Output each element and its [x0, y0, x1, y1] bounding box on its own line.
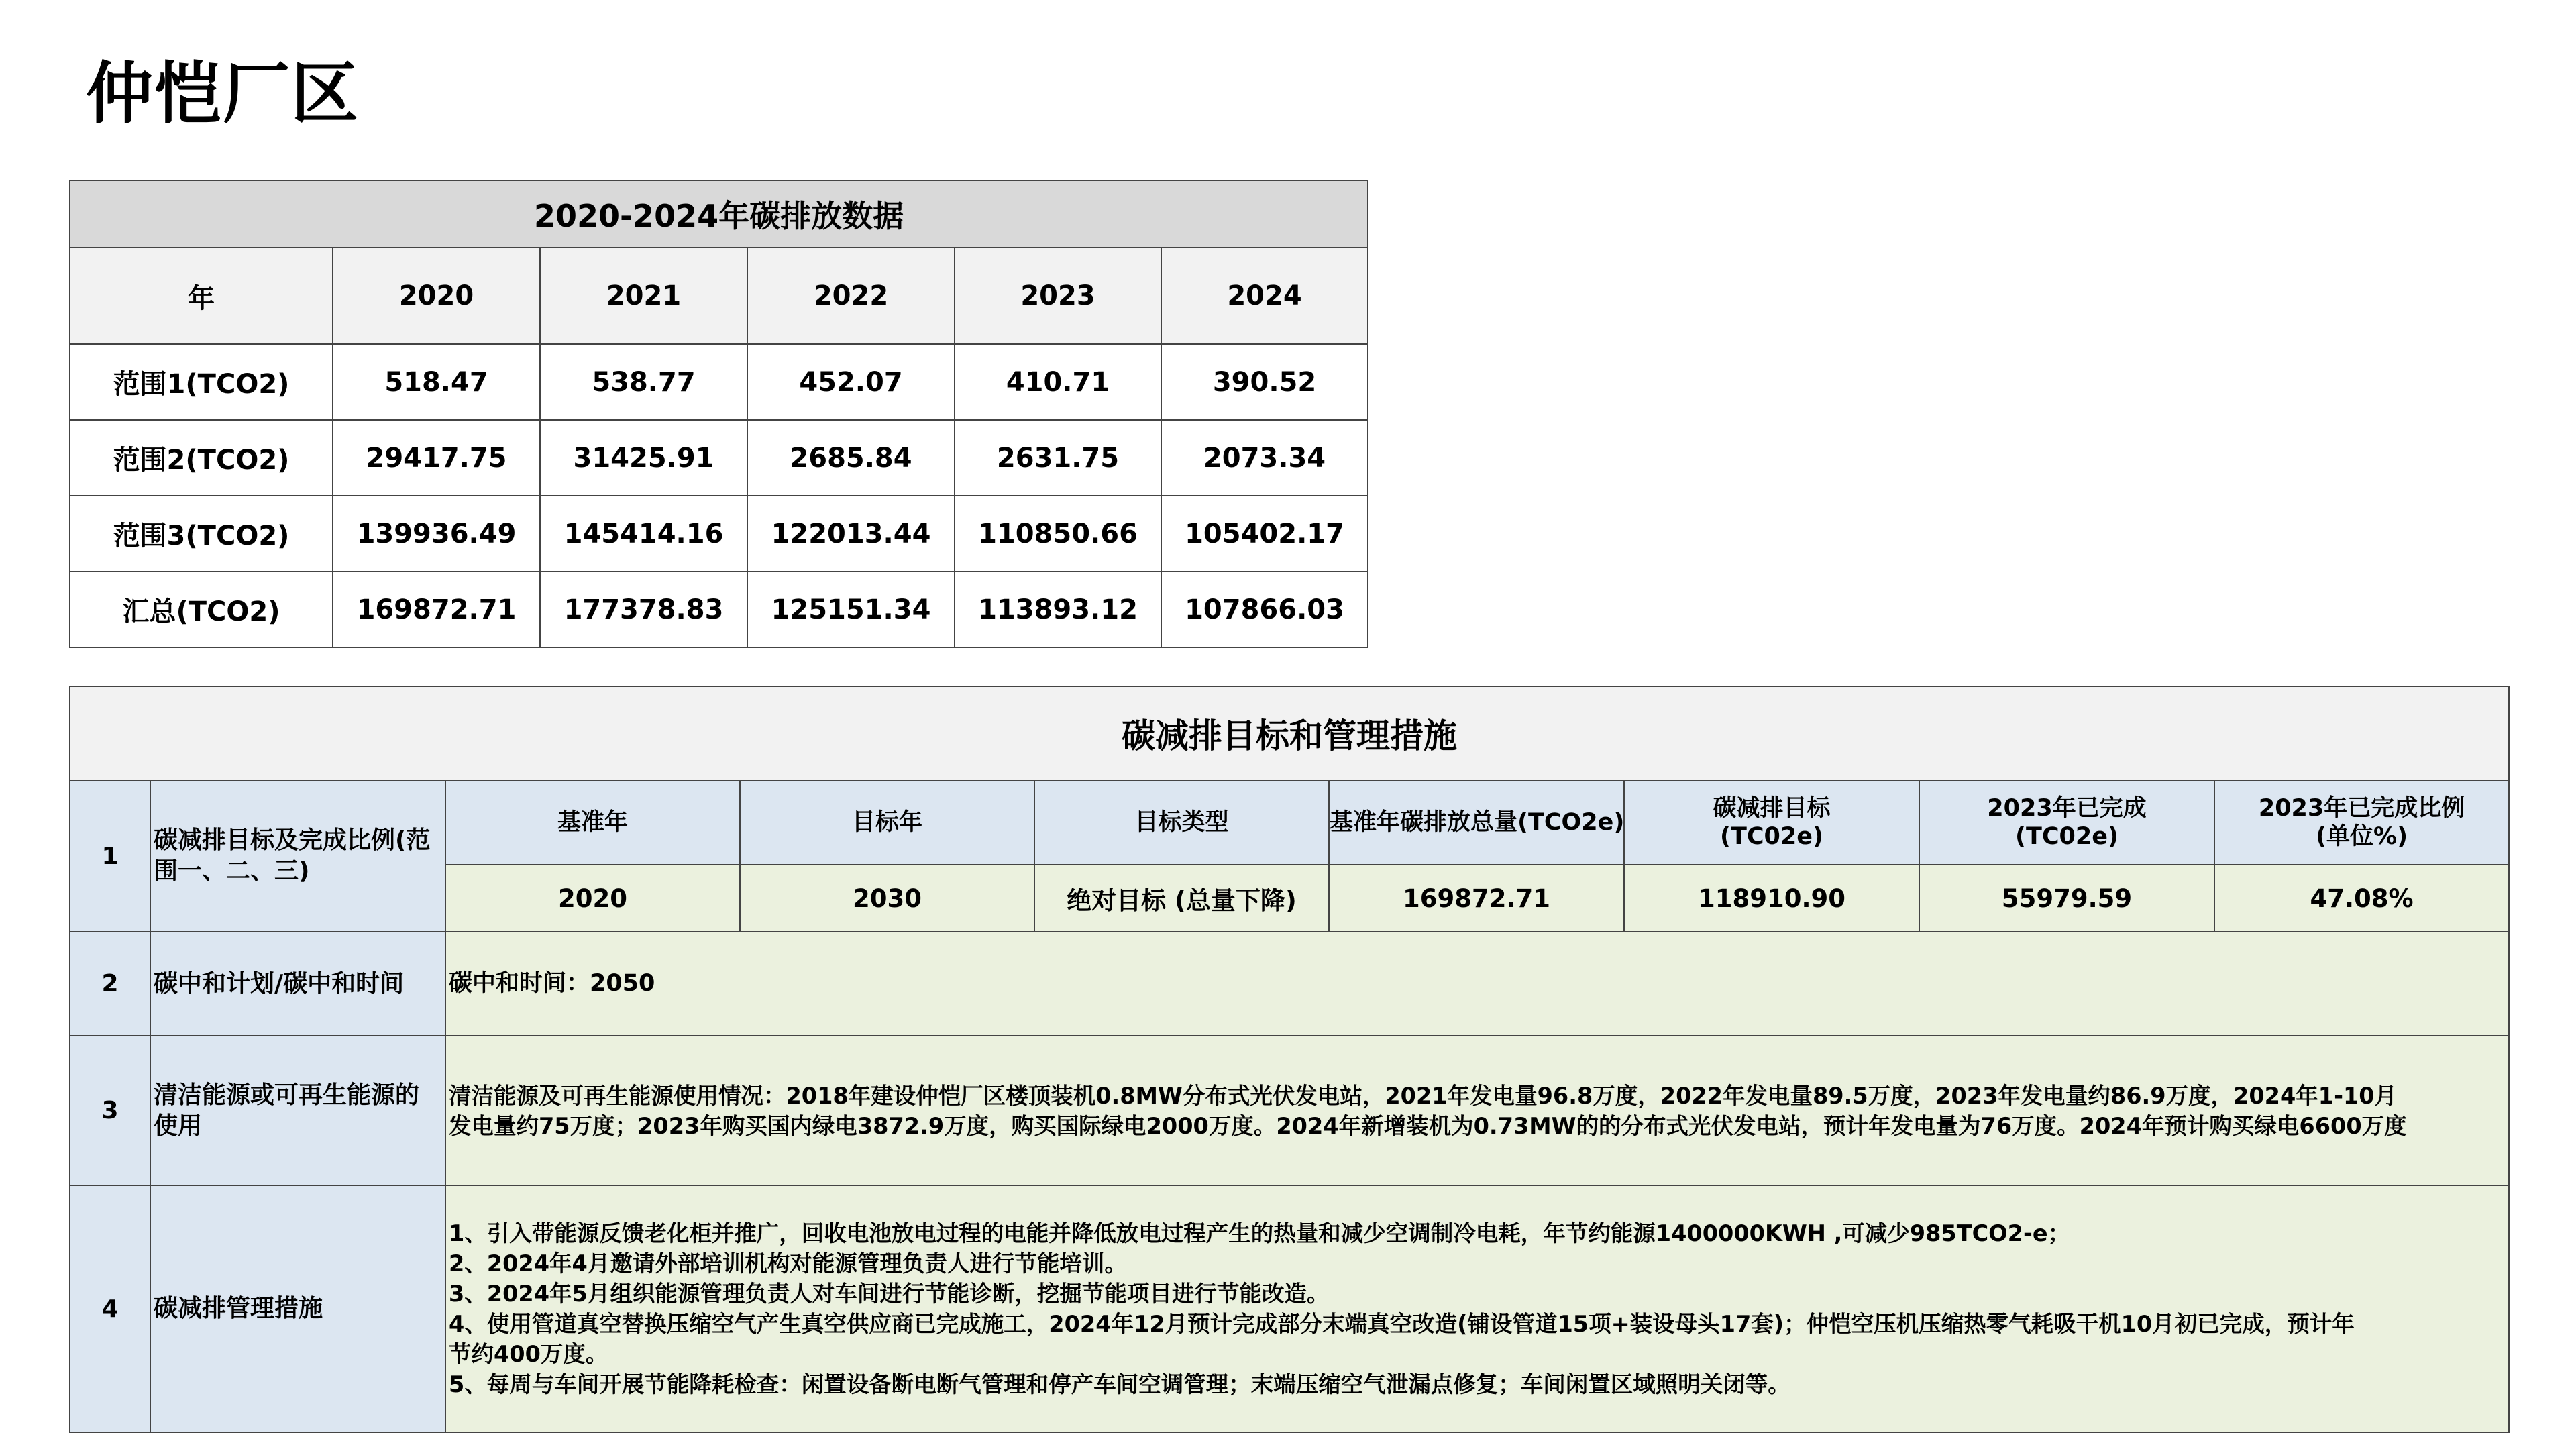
emissions-header-row — [70, 248, 1368, 344]
header-line: 目标年 — [851, 809, 922, 836]
row-label: 碳中和计划/碳中和时间 — [150, 932, 445, 1036]
measures-table — [69, 686, 2510, 1433]
content-line: 2、2024年4月邀请外部培训机构对能源管理负责人进行节能培训。 — [449, 1250, 1127, 1277]
row-content — [445, 1036, 2509, 1185]
table-cell: 绝对目标 (总量下降) — [1034, 865, 1329, 932]
year-header: 2023 — [955, 248, 1161, 344]
table-row — [70, 1036, 2509, 1185]
table-cell: 29417.75 — [333, 420, 540, 496]
table-cell: 390.52 — [1161, 344, 1368, 420]
year-header: 2024 — [1161, 248, 1368, 344]
header-line: (TC02e) — [2015, 823, 2118, 850]
column-header — [445, 780, 740, 865]
content-line: 3、2024年5月组织能源管理负责人对车间进行节能诊断，挖掘节能项目进行节能改造。 — [449, 1281, 1330, 1307]
table-cell: 145414.16 — [540, 496, 747, 572]
emissions-table — [69, 180, 1368, 648]
table-row — [70, 344, 1368, 420]
table-cell: 122013.44 — [747, 496, 955, 572]
row-index: 2 — [70, 932, 150, 1036]
row-index: 3 — [70, 1036, 150, 1185]
emissions-caption-row — [70, 180, 1368, 248]
table-cell: 118910.90 — [1624, 865, 1919, 932]
year-header: 2020 — [333, 248, 540, 344]
content-line: 4、使用管道真空替换压缩空气产生真空供应商已完成施工，2024年12月预计完成部分末端真空改造(铺设管道15项+装设母头17套)；仲恺空压机压缩热零气耗吸干机10月初已完成，预计年 — [449, 1311, 2355, 1337]
table-cell: 177378.83 — [540, 572, 747, 647]
column-header — [1919, 780, 2214, 865]
content-line: 1、引入带能源反馈老化柜并推广，回收电池放电过程的电能并降低放电过程产生的热量和减少空调制冷电耗，年节约能源1400000KWH ,可减少985TCO2-e； — [449, 1220, 2071, 1246]
table-row — [70, 572, 1368, 647]
column-header — [2214, 780, 2509, 865]
year-header: 2021 — [540, 248, 747, 344]
row-label: 汇总(TCO2) — [70, 572, 333, 647]
table-cell: 110850.66 — [955, 496, 1161, 572]
table-cell: 2020 — [445, 865, 740, 932]
table-row — [70, 932, 2509, 1036]
row-label: 范围1(TCO2) — [70, 344, 333, 420]
table-row — [70, 1185, 2509, 1432]
row-label: 范围3(TCO2) — [70, 496, 333, 572]
table-cell: 47.08% — [2214, 865, 2509, 932]
content-line: 发电量约75万度；2023年购买国内绿电3872.9万度，购买国际绿电2000万度。2024年新增装机为0.73MW的的分布式光伏发电站，预计年发电量为76万度。2024年预计购买绿电6600万度 — [449, 1112, 2407, 1139]
header-line: (单位%) — [2316, 823, 2408, 850]
row-label: 清洁能源或可再生能源的使用 — [150, 1036, 445, 1185]
row-content: 碳中和时间：2050 — [445, 932, 2509, 1036]
table-row — [70, 780, 2509, 865]
header-line: (TC02e) — [1720, 823, 1823, 850]
emissions-table-caption: 2020-2024年碳排放数据 — [70, 180, 1368, 248]
table-cell: 31425.91 — [540, 420, 747, 496]
table-row — [70, 496, 1368, 572]
measures-table-caption: 碳减排目标和管理措施 — [70, 686, 2509, 780]
page-title: 仲恺厂区 — [86, 54, 360, 133]
column-header — [740, 780, 1034, 865]
table-cell: 518.47 — [333, 344, 540, 420]
table-cell: 410.71 — [955, 344, 1161, 420]
content-line: 5、每周与车间开展节能降耗检查：闲置设备断电断气管理和停产车间空调管理；末端压缩空气泄漏点修复；车间闲置区域照明关闭等。 — [449, 1371, 1790, 1397]
measures-caption-row — [70, 686, 2509, 780]
header-line: 基准年碳排放总量(TCO2e) — [1330, 809, 1625, 836]
row-label: 碳减排目标及完成比例(范围一、二、三) — [150, 780, 445, 932]
table-cell: 169872.71 — [1329, 865, 1624, 932]
row-index: 1 — [70, 780, 150, 932]
table-row — [70, 420, 1368, 496]
table-cell: 55979.59 — [1919, 865, 2214, 932]
table-cell: 105402.17 — [1161, 496, 1368, 572]
table-cell: 113893.12 — [955, 572, 1161, 647]
table-cell: 538.77 — [540, 344, 747, 420]
table-cell: 2685.84 — [747, 420, 955, 496]
header-line: 基准年 — [557, 809, 628, 836]
table-cell: 139936.49 — [333, 496, 540, 572]
year-header-label: 年 — [70, 248, 333, 344]
header-line: 目标类型 — [1134, 809, 1229, 836]
year-header: 2022 — [747, 248, 955, 344]
table-cell: 107866.03 — [1161, 572, 1368, 647]
table-cell: 2030 — [740, 865, 1034, 932]
row-index: 4 — [70, 1185, 150, 1432]
header-line: 2023年已完成 — [1987, 795, 2147, 822]
table-cell: 452.07 — [747, 344, 955, 420]
content-line: 清洁能源及可再生能源使用情况：2018年建设仲恺厂区楼顶装机0.8MW分布式光伏发电站，2021年发电量96.8万度，2022年发电量89.5万度，2023年发电量约86.9万度，2024年1-10月 — [449, 1082, 2398, 1109]
row-label: 范围2(TCO2) — [70, 420, 333, 496]
column-header — [1034, 780, 1329, 865]
row-label: 碳减排管理措施 — [150, 1185, 445, 1432]
header-line: 碳减排目标 — [1713, 795, 1831, 822]
header-line: 2023年已完成比例 — [2258, 795, 2465, 822]
table-cell: 125151.34 — [747, 572, 955, 647]
column-header — [1624, 780, 1919, 865]
column-header — [1329, 780, 1624, 865]
table-cell: 2073.34 — [1161, 420, 1368, 496]
content-line: 节约400万度。 — [449, 1341, 608, 1367]
table-cell: 2631.75 — [955, 420, 1161, 496]
row-content — [445, 1185, 2509, 1432]
table-cell: 169872.71 — [333, 572, 540, 647]
